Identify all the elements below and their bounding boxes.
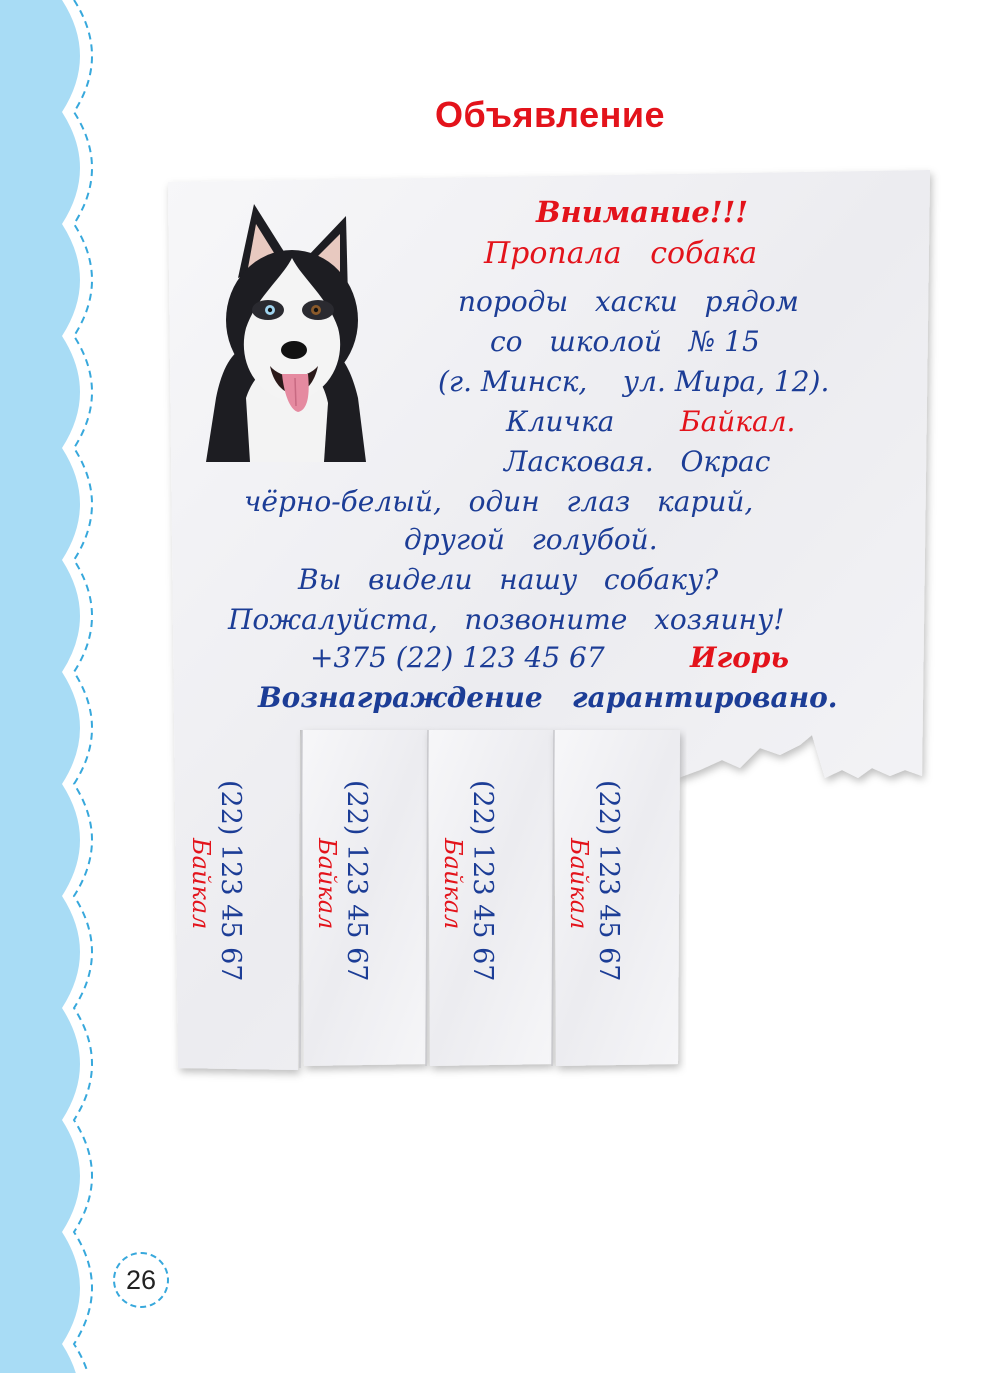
tab-phone: (22) 123 45 67	[467, 780, 498, 982]
page-number: 26	[113, 1252, 169, 1308]
attention-heading: Внимание!!!	[536, 195, 748, 229]
notice-line-school: со школой № 15	[490, 325, 760, 358]
tear-off-tab-4[interactable]	[565, 780, 624, 1040]
tear-off-tab-3[interactable]	[439, 780, 498, 1040]
notice-line-please: Пожалуйста, позвоните хозяину!	[228, 603, 785, 636]
notice-line-question: Вы видели нашу собаку?	[298, 563, 719, 596]
tear-off-tab-2[interactable]	[313, 780, 372, 1040]
tab-phone: (22) 123 45 67	[341, 780, 372, 982]
page-title: Объявление	[435, 94, 665, 135]
notice-phone: +375 (22) 123 45 67	[310, 641, 605, 674]
tab-dog-name: Байкал	[313, 838, 341, 930]
notice-line-other-eye: другой голубой.	[404, 523, 658, 556]
reward-line: Вознаграждение гарантировано.	[258, 681, 838, 714]
tab-dog-name: Байкал	[439, 838, 467, 930]
lost-dog-heading: Пропала собака	[484, 236, 758, 271]
nickname-value: Байкал.	[680, 405, 796, 438]
nickname-label: Кличка	[506, 405, 615, 438]
notice-line-colour: чёрно-белый, один глаз карий,	[244, 485, 754, 518]
notice-line-gentle: Ласковая. Окрас	[504, 445, 771, 478]
owner-name: Игорь	[690, 641, 789, 674]
notice-line-address: (г. Минск, ул. Мира, 12).	[438, 365, 830, 398]
tear-off-tab-1[interactable]	[187, 780, 246, 1040]
tab-phone: (22) 123 45 67	[593, 780, 624, 982]
tab-dog-name: Байкал	[565, 838, 593, 930]
notice-line-breed: породы хаски рядом	[458, 285, 799, 318]
tab-phone: (22) 123 45 67	[215, 780, 246, 982]
notice-text-block	[200, 192, 920, 722]
tab-dog-name: Байкал	[187, 838, 215, 930]
